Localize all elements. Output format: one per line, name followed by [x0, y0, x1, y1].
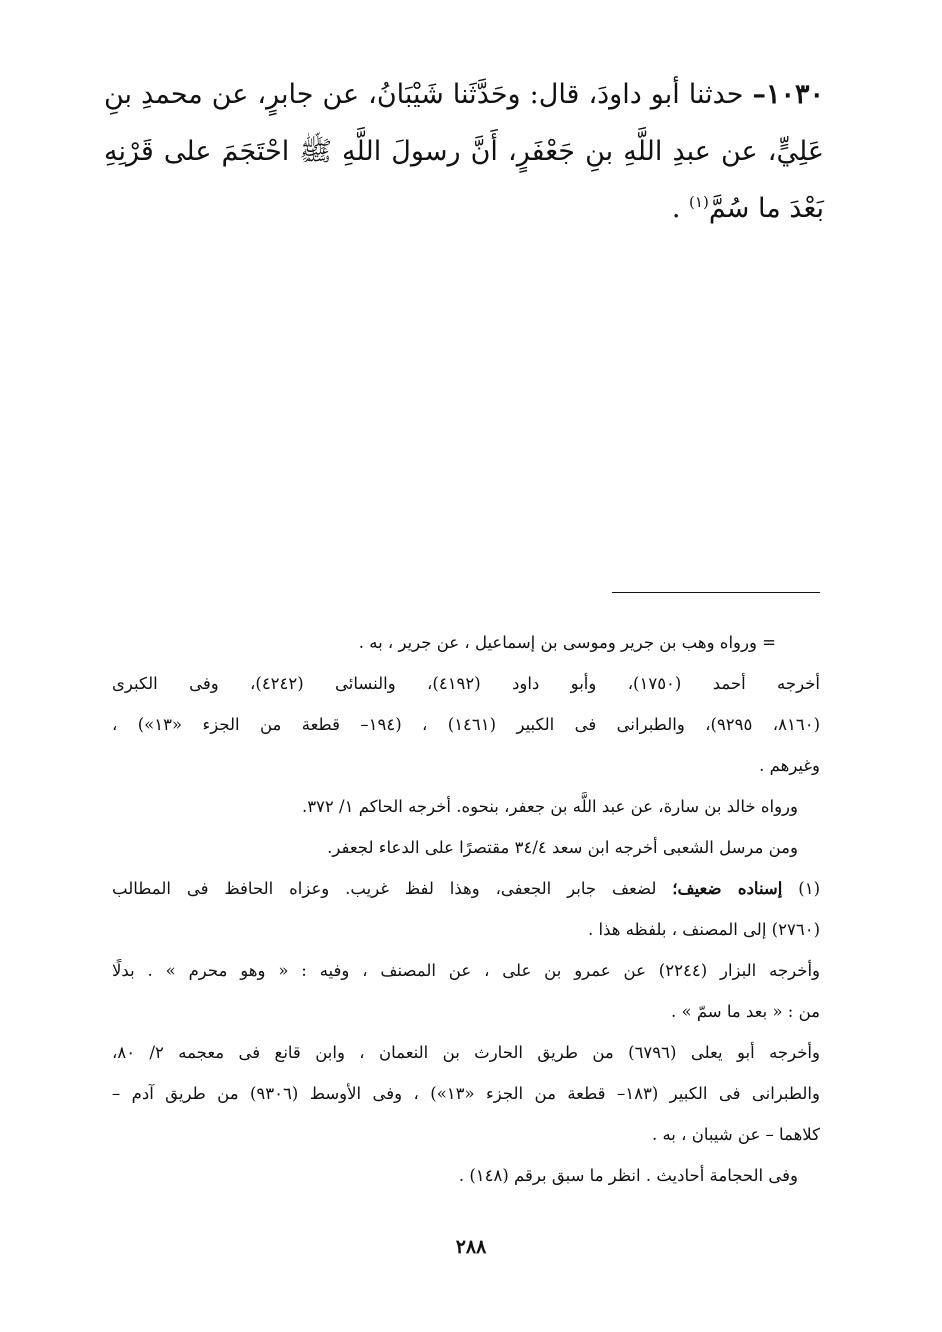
- footnote-line: كلاهما – عن شيبان ، به .: [651, 1125, 820, 1144]
- hadith-number: ١٠٣٠–: [752, 79, 824, 110]
- footnote-line: (٨١٦٠، ٩٢٩٥)، والطبرانى فى الكبير (١٤٦١) ، (١٩٤– قطعة من الجزء «١٣») ،: [112, 715, 820, 734]
- footnote-1-line: [112, 868, 820, 909]
- footnote-reference-marker[interactable]: (١): [689, 193, 709, 211]
- page-number: ٢٨٨: [455, 1236, 487, 1258]
- footnote-line: أخرجه أحمد (١٧٥٠)، وأبو داود (٤١٩٢)، والنسائى (٤٢٤٢)، وفى الكبرى: [112, 674, 820, 693]
- hadith-body: حدثنا أبو داودَ، قال: وحَدَّثَنا شَيْبَانُ، عن جابرٍ، عن محمدِ بنِ عَلِيٍّ، عن عبدِ اللَّهِ بنِ جَعْفَرٍ، أَنَّ رسولَ اللَّهِ ﷺ احْتَجَمَ على قَرْنِهِ بَعْدَ ما سُمَّ: [104, 79, 824, 224]
- footnote-line: (٢٧٦٠) إلى المصنف ، بلفظه هذا .: [588, 920, 820, 939]
- footnote-line: والطبرانى فى الكبير (١٨٣– قطعة من الجزء «١٣») ، وفى الأوسط (٩٣٠٦) من طريق آدم –: [112, 1084, 820, 1103]
- footnote-line: = ورواه وهب بن جرير وموسى بن إسماعيل ، عن جرير ، به .: [358, 633, 776, 652]
- footnote-line: وفى الحجامة أحاديث . انظر ما سبق برقم (١٤٨) .: [458, 1166, 798, 1185]
- footnote-1-text: لضعف جابر الجعفى، وهذا لفظ غريب. وعزاه الحافظ فى المطالب: [112, 879, 673, 898]
- footnote-1-label: (١): [798, 879, 820, 898]
- footnote-1-grading: إسناده ضعيف؛: [672, 879, 783, 898]
- footnotes-section: [112, 622, 820, 1196]
- hadith-end-punctuation: .: [671, 193, 690, 224]
- footnote-line: من : « بعد ما سمّ » .: [671, 1002, 820, 1021]
- footnote-divider: [612, 592, 820, 593]
- footnote-line: وغيرهم .: [759, 756, 820, 775]
- footnote-line: ومن مرسل الشعبى أخرجه ابن سعد ٣٤/٤ مقتصرًا على الدعاء لجعفر.: [327, 838, 798, 857]
- footnote-line: وأخرجه أبو يعلى (٦٧٩٦) من طريق الحارث بن النعمان ، وابن قانع فى معجمه ٢/ ٨٠،: [112, 1043, 820, 1062]
- hadith-text-block: [104, 66, 824, 237]
- footnote-line: ورواه خالد بن سارة، عن عبد اللَّه بن جعفر، بنحوه. أخرجه الحاكم ١/ ٣٧٢.: [301, 797, 798, 816]
- footnote-line: وأخرجه البزار (٢٢٤٤) عن عمرو بن على ، عن المصنف ، وفيه : « وهو محرم » . بدلًا: [112, 961, 820, 980]
